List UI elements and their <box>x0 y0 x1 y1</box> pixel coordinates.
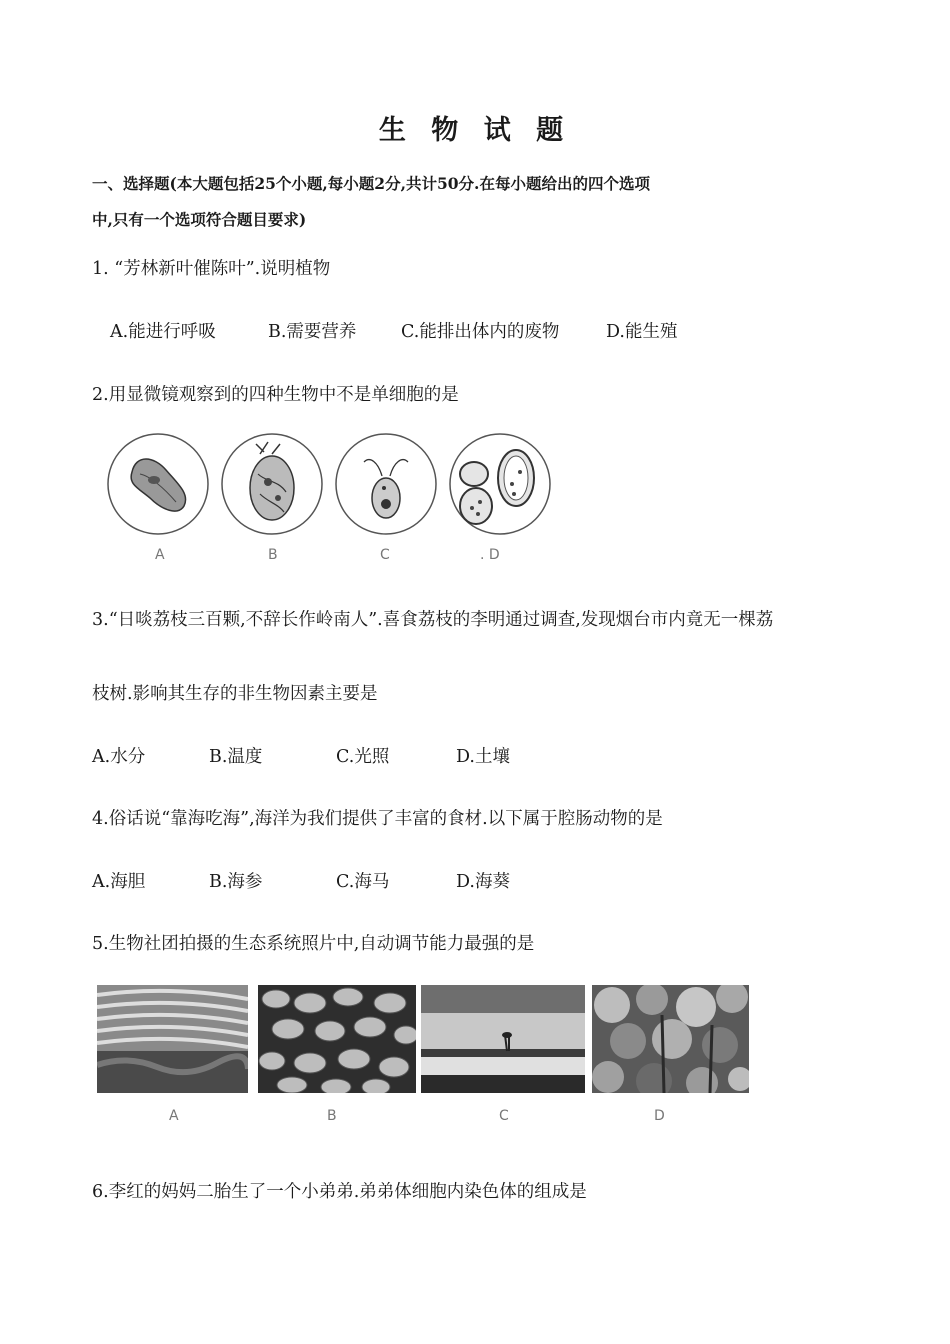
question-4-option-b: B.海参 <box>209 872 263 892</box>
photo-label-b: B <box>327 1108 337 1124</box>
figure-label-d: . D <box>480 547 500 563</box>
question-3-option-d: D.土壤 <box>456 747 510 767</box>
question-4-option-a: A.海胆 <box>92 872 146 892</box>
question-3-option-a: A.水分 <box>92 747 146 767</box>
ecosystem-photo-wetland <box>421 985 585 1093</box>
question-1-stem: 1. “芳林新叶催陈叶”.说明植物 <box>92 259 331 279</box>
microscope-organism-c-figure <box>334 432 438 536</box>
question-3-stem-line1: 3.“日啖荔枝三百颗,不辞长作岭南人”.喜食荔枝的李明通过调查,发现烟台市内竟无一棵荔 <box>92 610 774 630</box>
question-3-option-b: B.温度 <box>209 747 263 767</box>
section-heading-line1: 一、选择题(本大题包括25个小题,每小题2分,共计50分.在每小题给出的四个选项 <box>92 174 650 193</box>
question-4-stem: 4.俗话说“靠海吃海”,海洋为我们提供了丰富的食材.以下属于腔肠动物的是 <box>92 809 663 829</box>
photo-label-a: A <box>169 1108 179 1124</box>
photo-label-d: D <box>654 1108 665 1124</box>
question-1-option-a: A.能进行呼吸 <box>110 322 216 342</box>
question-1-option-c: C.能排出体内的废物 <box>401 322 560 342</box>
microscope-organism-d-figure <box>448 432 552 536</box>
question-1-option-b: B.需要营养 <box>268 322 357 342</box>
figure-label-c: C <box>380 547 390 563</box>
question-3-option-c: C.光照 <box>336 747 390 767</box>
page-title: 生 物 试 题 <box>378 115 572 146</box>
question-6-stem: 6.李红的妈妈二胎生了一个小弟弟.弟弟体细胞内染色体的组成是 <box>92 1182 587 1202</box>
microscope-organism-a-figure <box>106 432 210 536</box>
question-4-option-c: C.海马 <box>336 872 390 892</box>
question-2-stem: 2.用显微镜观察到的四种生物中不是单细胞的是 <box>92 385 459 405</box>
question-1-option-d: D.能生殖 <box>606 322 678 342</box>
ecosystem-photo-forest <box>592 985 749 1093</box>
microscope-organism-b-figure <box>220 432 324 536</box>
question-5-stem: 5.生物社团拍摄的生态系统照片中,自动调节能力最强的是 <box>92 934 535 954</box>
ecosystem-photo-farmland <box>97 985 248 1093</box>
question-4-option-d: D.海葵 <box>456 872 510 892</box>
figure-label-b: B <box>268 547 278 563</box>
ecosystem-photo-pond <box>258 985 416 1093</box>
photo-label-c: C <box>499 1108 509 1124</box>
section-heading-line2: 中,只有一个选项符合题目要求) <box>92 210 307 229</box>
figure-label-a: A <box>155 547 165 563</box>
question-3-stem-line2: 枝树.影响其生存的非生物因素主要是 <box>92 684 378 704</box>
